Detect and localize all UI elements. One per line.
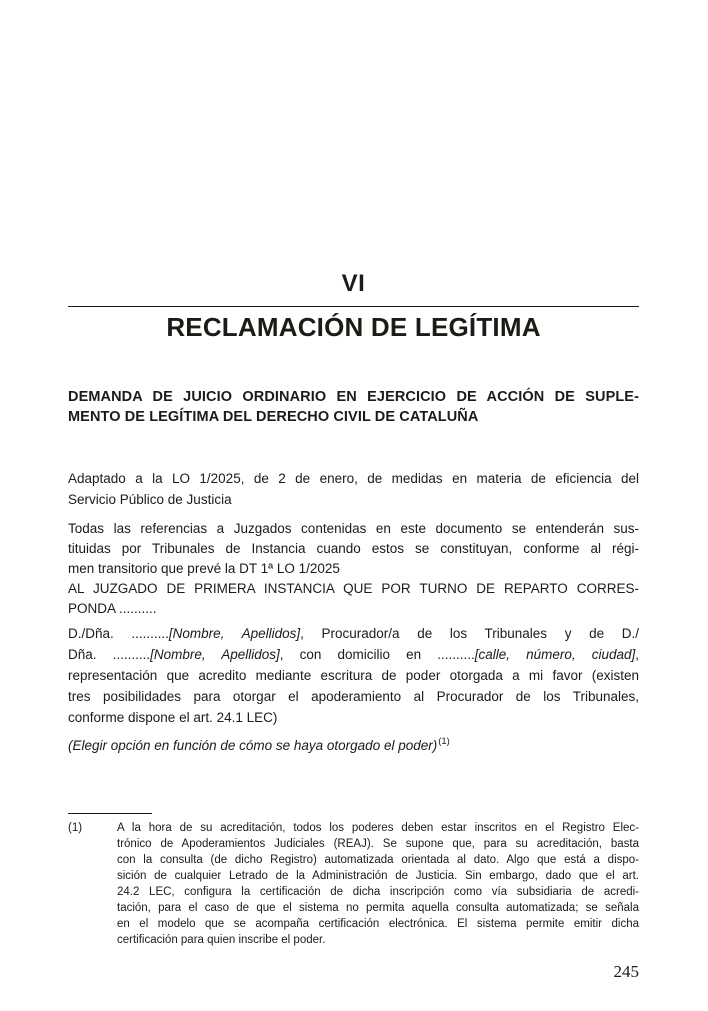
parties-paragraph-line — [68, 644, 639, 665]
text-segment: Dña. .......... — [68, 647, 151, 662]
text-segment: tres posibilidades para otorgar el apoderamiento al Procurador de los Tribunales, — [68, 689, 639, 704]
footnote-line — [117, 916, 639, 932]
court-reference-line — [68, 519, 639, 539]
footnote-text — [117, 820, 639, 948]
court-reference-line — [68, 599, 639, 619]
court-reference-line — [68, 579, 639, 599]
section-heading — [68, 387, 639, 427]
footnote-line — [117, 836, 639, 852]
text-segment: representación que acredito mediante escritura de poder otorgada a mi favor (existen — [68, 668, 639, 683]
adaptation-note — [68, 468, 639, 510]
footnote-line — [117, 884, 639, 900]
text-segment: trónico de Apoderamientos Judiciales (REAJ). Se supone que, para su acreditación, basta — [117, 838, 639, 850]
title-divider-rule — [68, 306, 639, 307]
section-heading-line — [68, 407, 639, 427]
text-segment: , Procurador/a de los Tribunales y de D./ — [300, 626, 639, 641]
footnote-line — [117, 900, 639, 916]
parties-paragraph-line — [68, 686, 639, 707]
footnote — [68, 820, 639, 948]
court-reference-line — [68, 539, 639, 559]
parties-paragraph-line — [68, 665, 639, 686]
text-segment: A la hora de su acreditación, todos los poderes deben estar inscritos en el Registro Elec- — [117, 822, 639, 834]
text-segment: 24.2 LEC, configura la certificación de dicha inscripción como vía subsidiaria de acredi- — [117, 886, 639, 898]
chapter-number: VI — [341, 270, 366, 297]
text-segment: en el modelo que se acompaña certificación electrónica. El sistema permite emitir dicha — [117, 918, 639, 930]
parties-paragraph-line — [68, 623, 639, 644]
text-segment: Todas las referencias a Juzgados contenidas en este documento se entenderán sus- — [68, 521, 639, 536]
placeholder-text: [Nombre, Apellidos] — [150, 647, 280, 662]
page-number: 245 — [613, 962, 639, 981]
footnote-reference: (1) — [438, 735, 450, 747]
text-segment: men transitorio que prevé la DT 1ª LO 1/2025 — [68, 561, 340, 576]
footnote-line — [117, 932, 639, 948]
court-reference — [68, 519, 639, 619]
text-segment: Adaptado a la LO 1/2025, de 2 de enero, de medidas en materia de eficiencia del — [68, 471, 639, 486]
text-segment: certificación para quien inscribe el poder. — [117, 934, 326, 946]
footnote-marker: (1) — [68, 822, 83, 834]
court-reference-line — [68, 559, 639, 579]
footnote-separator-rule — [68, 813, 152, 814]
footnote-line — [117, 852, 639, 868]
text-segment: , con domicilio en .......... — [279, 647, 475, 662]
document-body — [68, 387, 639, 756]
text-segment: D./Dña. .......... — [68, 626, 169, 641]
parties-paragraph — [68, 623, 639, 728]
adaptation-note-line — [68, 468, 639, 489]
text-segment: , — [635, 647, 639, 662]
text-segment: tituidas por Tribunales de Instancia cuando estos se constituyan, conforme al régi- — [68, 541, 639, 556]
option-note-line — [68, 735, 639, 756]
text-segment: tación, para el caso de que el sistema no permita aquella consulta automatizada; se señala — [117, 902, 639, 914]
footnote-line — [117, 820, 639, 836]
section-heading-line — [68, 387, 639, 407]
placeholder-text: [Nombre, Apellidos] — [168, 626, 301, 641]
text-segment: PONDA .......... — [68, 601, 157, 616]
footnote-line — [117, 868, 639, 884]
text-segment: sición de cualquier Letrado de la Administración de Justicia. Sin embargo, dado que el art. — [117, 870, 639, 882]
placeholder-text: [calle, número, ciudad] — [474, 647, 636, 662]
text-segment: DEMANDA DE JUICIO ORDINARIO EN EJERCICIO DE ACCIÓN DE SUPLE- — [68, 389, 639, 405]
text-segment: MENTO DE LEGÍTIMA DEL DERECHO CIVIL DE CATALUÑA — [68, 409, 479, 425]
adaptation-note-line — [68, 489, 639, 510]
text-segment: conforme dispone el art. 24.1 LEC) — [68, 710, 278, 725]
placeholder-text: (Elegir opción en función de cómo se haya otorgado el poder) — [68, 738, 438, 753]
parties-paragraph-line — [68, 707, 639, 728]
text-segment: AL JUZGADO DE PRIMERA INSTANCIA QUE POR TURNO DE REPARTO CORRES- — [68, 581, 639, 596]
text-segment: con la consulta (de dicho Registro) automatizada orientada al dato. Algo que está a dispo- — [117, 854, 639, 866]
chapter-title: RECLAMACIÓN DE LEGÍTIMA — [166, 312, 541, 342]
option-note — [68, 735, 639, 756]
text-segment: Servicio Público de Justicia — [68, 492, 232, 507]
